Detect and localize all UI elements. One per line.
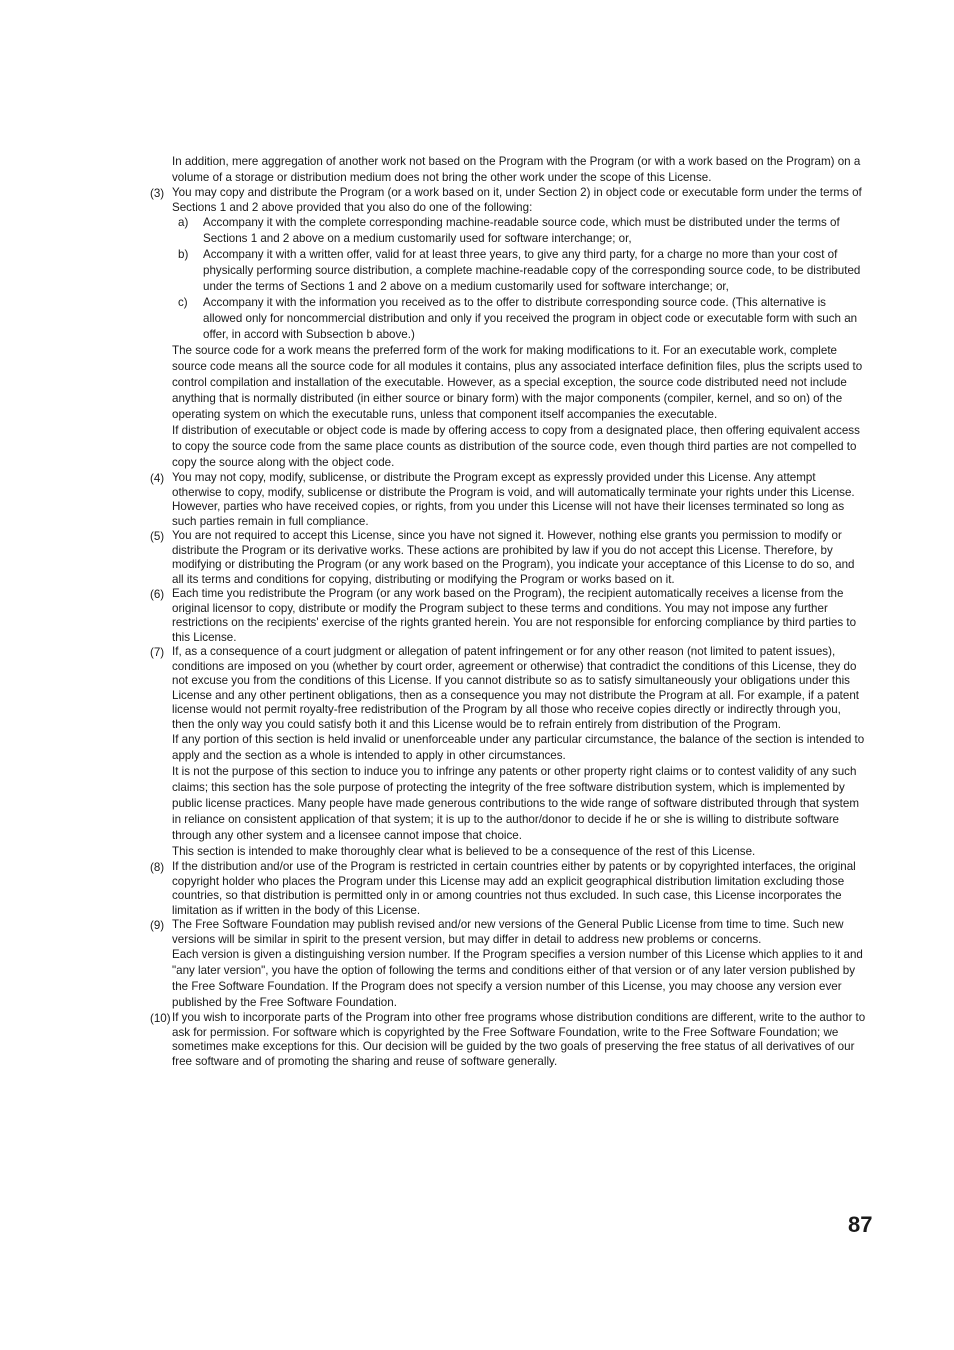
section-paragraph: If distribution of executable or object code is made by offering access to copy from a designated place, then offering equivalent access to copy the source code from the same place counts as distribution of the source code, even though third parties are not compelled to copy the source along with the object code. bbox=[172, 424, 860, 469]
list-text: Accompany it with a written offer, valid for at least three years, to give any third party, for a charge no more than your cost of physically performing source distribution, a complete machine-readable copy of the corresponding source code, to be distributed under the terms of Sections 1 and 2 above on a medium customarily used for software interchange; or, bbox=[203, 248, 861, 293]
section-9 bbox=[150, 918, 866, 947]
list-item bbox=[172, 215, 866, 247]
section-text: Each time you redistribute the Program (or any work based on the Program), the recipient automatically receives a license from the original licensor to copy, distribute or modify the Program subject to these terms and conditions. You may not impose any further restrictions on the recipients' exercise of the rights granted herein. You are not responsible for enforcing compliance by third parties to this License. bbox=[172, 587, 857, 644]
section-8 bbox=[150, 860, 866, 918]
section-number: (7) bbox=[150, 646, 165, 659]
page-number: 87 bbox=[848, 1212, 873, 1237]
list-item bbox=[172, 295, 866, 343]
section-4 bbox=[150, 471, 866, 529]
list-text: Accompany it with the information you received as to the offer to distribute corresponding source code. (This alternative is allowed only for noncommercial distribution and only if you received the program in object code or executable form with such an offer, in accord with Subsection b above.) bbox=[203, 296, 858, 341]
section-text: You are not required to accept this License, since you have not signed it. However, nothing else grants you permission to modify or distribute the Program or its derivative works. These actions are prohibited by law if you do not accept this License. Therefore, by modifying or distributing the Program (or any work based on the Program), you indicate your acceptance of this License to do so, and all its terms and conditions for copying, distributing or modifying the Program or works based on it. bbox=[172, 529, 855, 586]
section-number: (5) bbox=[150, 530, 165, 543]
list-label: a) bbox=[178, 216, 189, 229]
list-item bbox=[172, 247, 866, 295]
section-number: (10) bbox=[150, 1012, 171, 1025]
section-number: (3) bbox=[150, 187, 165, 200]
section-text: The Free Software Foundation may publish revised and/or new versions of the General Public License from time to time. Such new versions will be similar in spirit to the present version, but may differ in detail to address new problems or concerns. bbox=[172, 918, 844, 946]
section-number: (8) bbox=[150, 861, 165, 874]
section-number: (6) bbox=[150, 588, 165, 601]
section-number: (9) bbox=[150, 919, 165, 932]
section-6 bbox=[150, 587, 866, 645]
section-text: If, as a consequence of a court judgment or allegation of patent infringement or for any other reason (not limited to patent issues), conditions are imposed on you (whether by court order, agreement or otherwise) that contradict the conditions of this License, they do not excuse you from the conditions of this License. If you cannot distribute so as to satisfy simultaneously your obligations under this License and any other pertinent obligations, then as a consequence you may not distribute the Program at all. For example, if a patent license would not permit royalty-free redistribution of the Program by all those who receive copies directly or indirectly through you, then the only way you could satisfy both it and this License would be to refrain entirely from distribution of the Program. bbox=[172, 645, 860, 731]
section-3 bbox=[150, 186, 866, 215]
section-paragraph: This section is intended to make thoroughly clear what is believed to be a consequence of the rest of this License. bbox=[172, 845, 756, 858]
section-5 bbox=[150, 529, 866, 587]
list-label: b) bbox=[178, 248, 189, 261]
list-text: Accompany it with the complete corresponding machine-readable source code, which must be distributed under the terms of Sections 1 and 2 above on a medium customarily used for software interchange; or, bbox=[203, 216, 840, 245]
list-label: c) bbox=[178, 296, 188, 309]
section-7 bbox=[150, 645, 866, 732]
section-number: (4) bbox=[150, 472, 165, 485]
license-text bbox=[150, 154, 866, 1069]
intro-paragraph: In addition, mere aggregation of another work not based on the Program with the Program (or with a work based on the Program) on a volume of a storage or distribution medium does not bring the other work under the scope of this License. bbox=[172, 155, 861, 184]
section-text: If you wish to incorporate parts of the Program into other free programs whose distribution conditions are different, write to the author to ask for permission. For software which is copyrighted by the Free Software Foundation, write to the Free Software Foundation; we sometimes make exceptions for this. Our decision will be guided by the two goals of preserving the free status of all derivatives of our free software and of promoting the sharing and reuse of software generally. bbox=[172, 1011, 866, 1068]
section-paragraph: The source code for a work means the preferred form of the work for making modifications to it. For an executable work, complete source code means all the source code for all modules it contains, plus any associated interface definition files, plus the scripts used to control compilation and installation of the executable. However, as a special exception, the source code distributed need not include anything that is normally distributed (in either source or binary form) with the major components (compiler, kernel, and so on) of the operating system on which the executable runs, unless that component itself accompanies the executable. bbox=[172, 344, 863, 421]
section-text: You may copy and distribute the Program (or a work based on it, under Section 2) in object code or executable form under the terms of Sections 1 and 2 above provided that you also do one of the following: bbox=[172, 186, 862, 214]
section-text: You may not copy, modify, sublicense, or distribute the Program except as expressly provided under this License. Any attempt otherwise to copy, modify, sublicense or distribute the Program is void, and will automatically terminate your rights under this License. However, parties who have received copies, or rights, from you under this License will not have their licenses terminated so long as such parties remain in full compliance. bbox=[172, 471, 855, 528]
section-text: If the distribution and/or use of the Program is restricted in certain countries either by patents or by copyrighted interfaces, the original copyright holder who places the Program under this License may add an explicit geographical distribution limitation excluding those countries, so that distribution is permitted only in or among countries not thus excluded. In such case, this License incorporates the limitation as if written in the body of this License. bbox=[172, 860, 856, 917]
section-10 bbox=[150, 1011, 866, 1069]
section-paragraph: It is not the purpose of this section to induce you to infringe any patents or other property right claims or to contest validity of any such claims; this section has the sole purpose of protecting the integrity of the free software distribution system, which is implemented by public license practices. Many people have made generous contributions to the wide range of software distributed through that system in reliance on consistent application of that system; it is up to the author/donor to decide if he or she is willing to distribute software through any other system and a licensee cannot impose that choice. bbox=[172, 765, 859, 842]
section-paragraph: Each version is given a distinguishing version number. If the Program specifies a version number of this License which applies to it and "any later version", you have the option of following the terms and conditions either of that version or of any later version published by the Free Software Foundation. If the Program does not specify a version number of this License, you may choose any version ever published by the Free Software Foundation. bbox=[172, 948, 863, 1009]
section-paragraph: If any portion of this section is held invalid or unenforceable under any particular circumstance, the balance of the section is intended to apply and the section as a whole is intended to apply in other circumstances. bbox=[172, 733, 865, 762]
